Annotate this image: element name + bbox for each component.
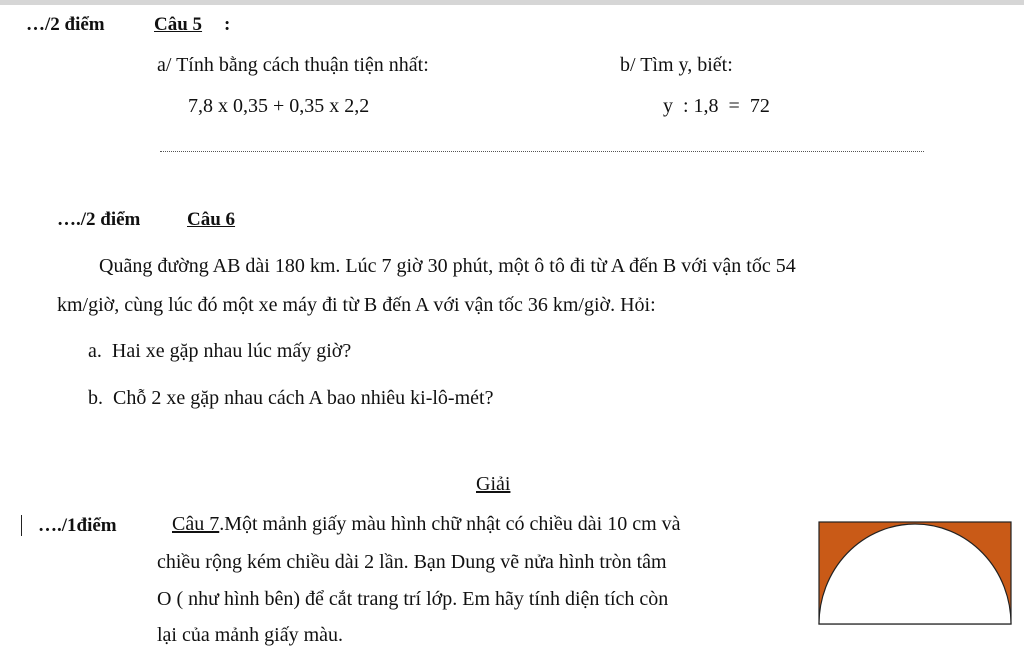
answer-dotted-line [160,151,924,152]
q6-item-a: a. Hai xe gặp nhau lúc mấy giờ? [88,340,352,362]
rectangle-semicircle-figure [818,521,1012,625]
q7-score: …./1điểm [38,515,117,536]
solution-heading: Giải [476,473,511,495]
q5-part-a-label: a/ Tính bằng cách thuận tiện nhất: [157,54,429,76]
q5-title: Câu 5 [154,14,203,35]
q5-colon: : [224,14,231,35]
q7-title: Câu 7 [172,513,220,535]
q6-item-b: b. Chỗ 2 xe gặp nhau cách A bao nhiêu ki-lô-mét? [88,387,494,409]
q7-line-1-text: .Một mảnh giấy màu hình chữ nhật có chiều dài 10 cm và [219,513,681,535]
q7-line-1 [172,513,681,536]
q7-line-2: chiều rộng kém chiều dài 2 lần. Bạn Dung vẽ nửa hình tròn tâm [157,551,667,573]
document-top-edge [0,0,1024,5]
q5-part-b-expression: y : 1,8 = 72 [663,95,770,117]
q7-line-3: O ( như hình bên) để cắt trang trí lớp. Em hãy tính diện tích còn [157,588,669,610]
q6-paragraph-line-2: km/giờ, cùng lúc đó một xe máy đi từ B đến A với vận tốc 36 km/giờ. Hỏi: [57,294,656,316]
q6-paragraph-line-1: Quãng đường AB dài 180 km. Lúc 7 giờ 30 phút, một ô tô đi từ A đến B với vận tốc 54 [99,255,796,277]
q6-title: Câu 6 [187,209,236,230]
q5-score: …/2 điểm [26,14,105,35]
q7-line-4: lại của mảnh giấy màu. [157,624,344,646]
q6-score: …./2 điểm [57,209,141,230]
q5-part-b-label: b/ Tìm y, biết: [620,54,733,76]
text-cursor [21,515,22,536]
q5-part-a-expression: 7,8 x 0,35 + 0,35 x 2,2 [188,95,370,117]
